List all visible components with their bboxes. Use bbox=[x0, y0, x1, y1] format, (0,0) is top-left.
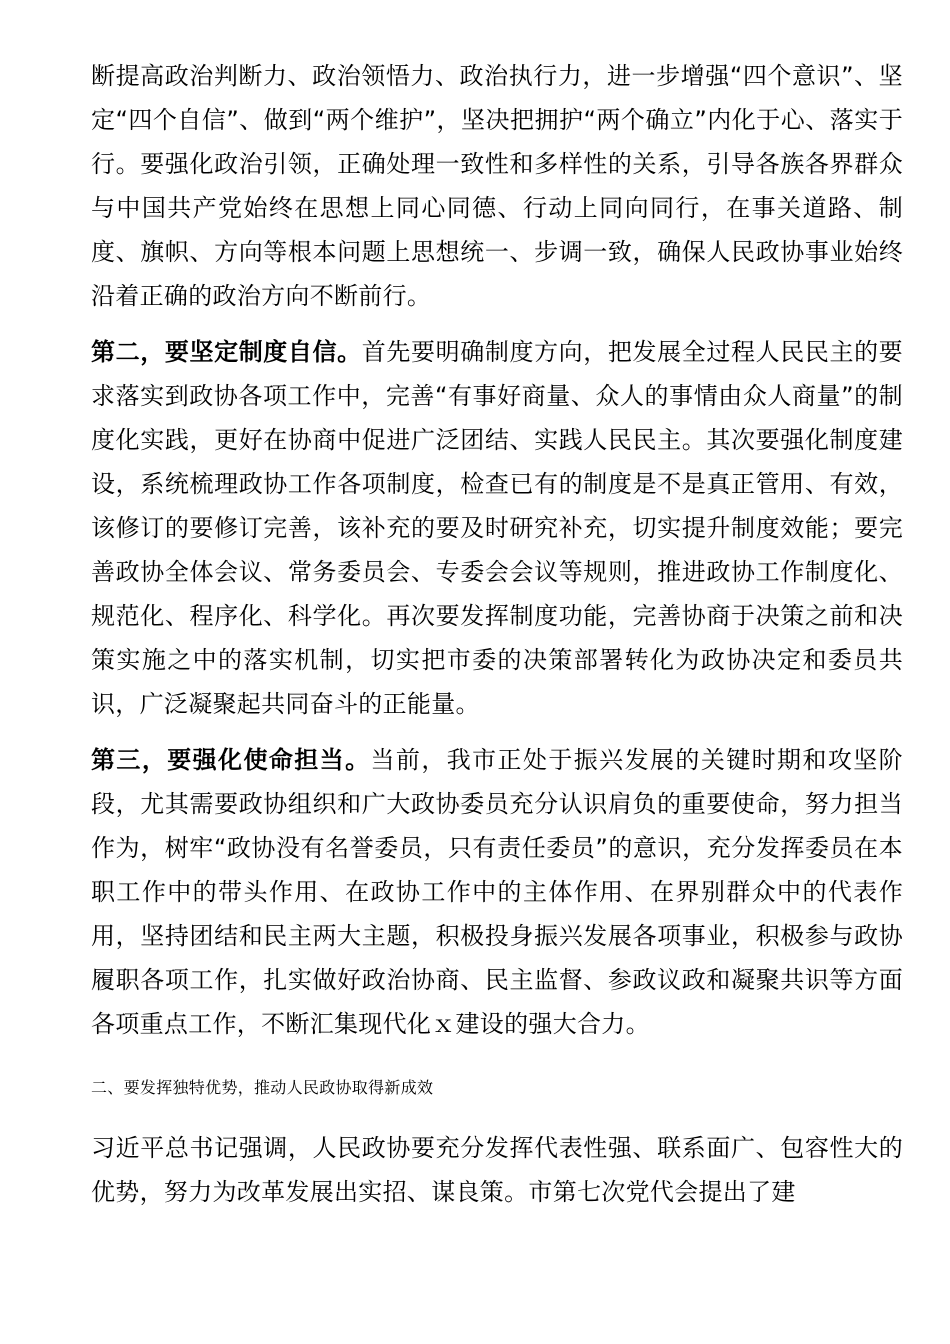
paragraph-mission-responsibility bbox=[91, 738, 903, 1046]
section-heading: 二、要发挥独特优势，推动人民政协取得新成效 bbox=[91, 1078, 434, 1097]
paragraph-institutional-confidence bbox=[91, 330, 903, 726]
paragraph-closing: 习近平总书记强调，人民政协要充分发挥代表性强、联系面广、包容性大的优势，努力为改革发展出实招、谋良策。市第七次党代会提出了建 bbox=[91, 1134, 903, 1206]
document-page bbox=[91, 54, 903, 1214]
paragraph-political-awareness bbox=[91, 54, 903, 318]
paragraph-text: 断提高政治判断力、政治领悟力、政治执行力，进一步增强“四个意识”、坚定“四个自信”、做到“两个维护”，坚决把拥护“两个确立”内化于心、落实于行。要强化政治引领，正确处理一致性和多样性的关系，引导各族各界群众与中国共产党始终在思想上同心同德、行动上同向同行，在事关道路、制度、旗帜、方向等根本问题上思想统一、步调一致，确保人民政协事业始终沿着正确的政治方向不断前行。 bbox=[91, 62, 903, 310]
paragraph-lead: 第二，要坚定制度自信。 bbox=[91, 338, 362, 366]
paragraph-lead: 第三，要强化使命担当。 bbox=[91, 746, 371, 774]
paragraph-text: 首先要明确制度方向，把发展全过程人民民主的要求落实到政协各项工作中，完善“有事好商量、众人的事情由众人商量”的制度化实践，更好在协商中促进广泛团结、实践人民民主。其次要强化制度建设，系统梳理政协工作各项制度，检查已有的制度是不是真正管用、有效，该修订的要修订完善，该补充的要及时研究补充，切实提升制度效能；要完善政协全体会议、常务委员会、专委会会议等规则，推进政协工作制度化、规范化、程序化、科学化。再次要发挥制度功能，完善协商于决策之前和决策实施之中的落实机制，切实把市委的决策部署转化为政协决定和委员共识，广泛凝聚起共同奋斗的正能量。 bbox=[91, 338, 903, 718]
paragraph-text: 当前，我市正处于振兴发展的关键时期和攻坚阶段，尤其需要政协组织和广大政协委员充分认识肩负的重要使命，努力担当作为，树牢“政协没有名誉委员，只有责任委员”的意识，充分发挥委员在本职工作中的带头作用、在政协工作中的主体作用、在界别群众中的代表作用，坚持团结和民主两大主题，积极投身振兴发展各项事业，积极参与政协履职各项工作，扎实做好政治协商、民主监督、参政议政和凝聚共识等方面各项重点工作，不断汇集现代化ｘ建设的强大合力。 bbox=[91, 746, 903, 1038]
